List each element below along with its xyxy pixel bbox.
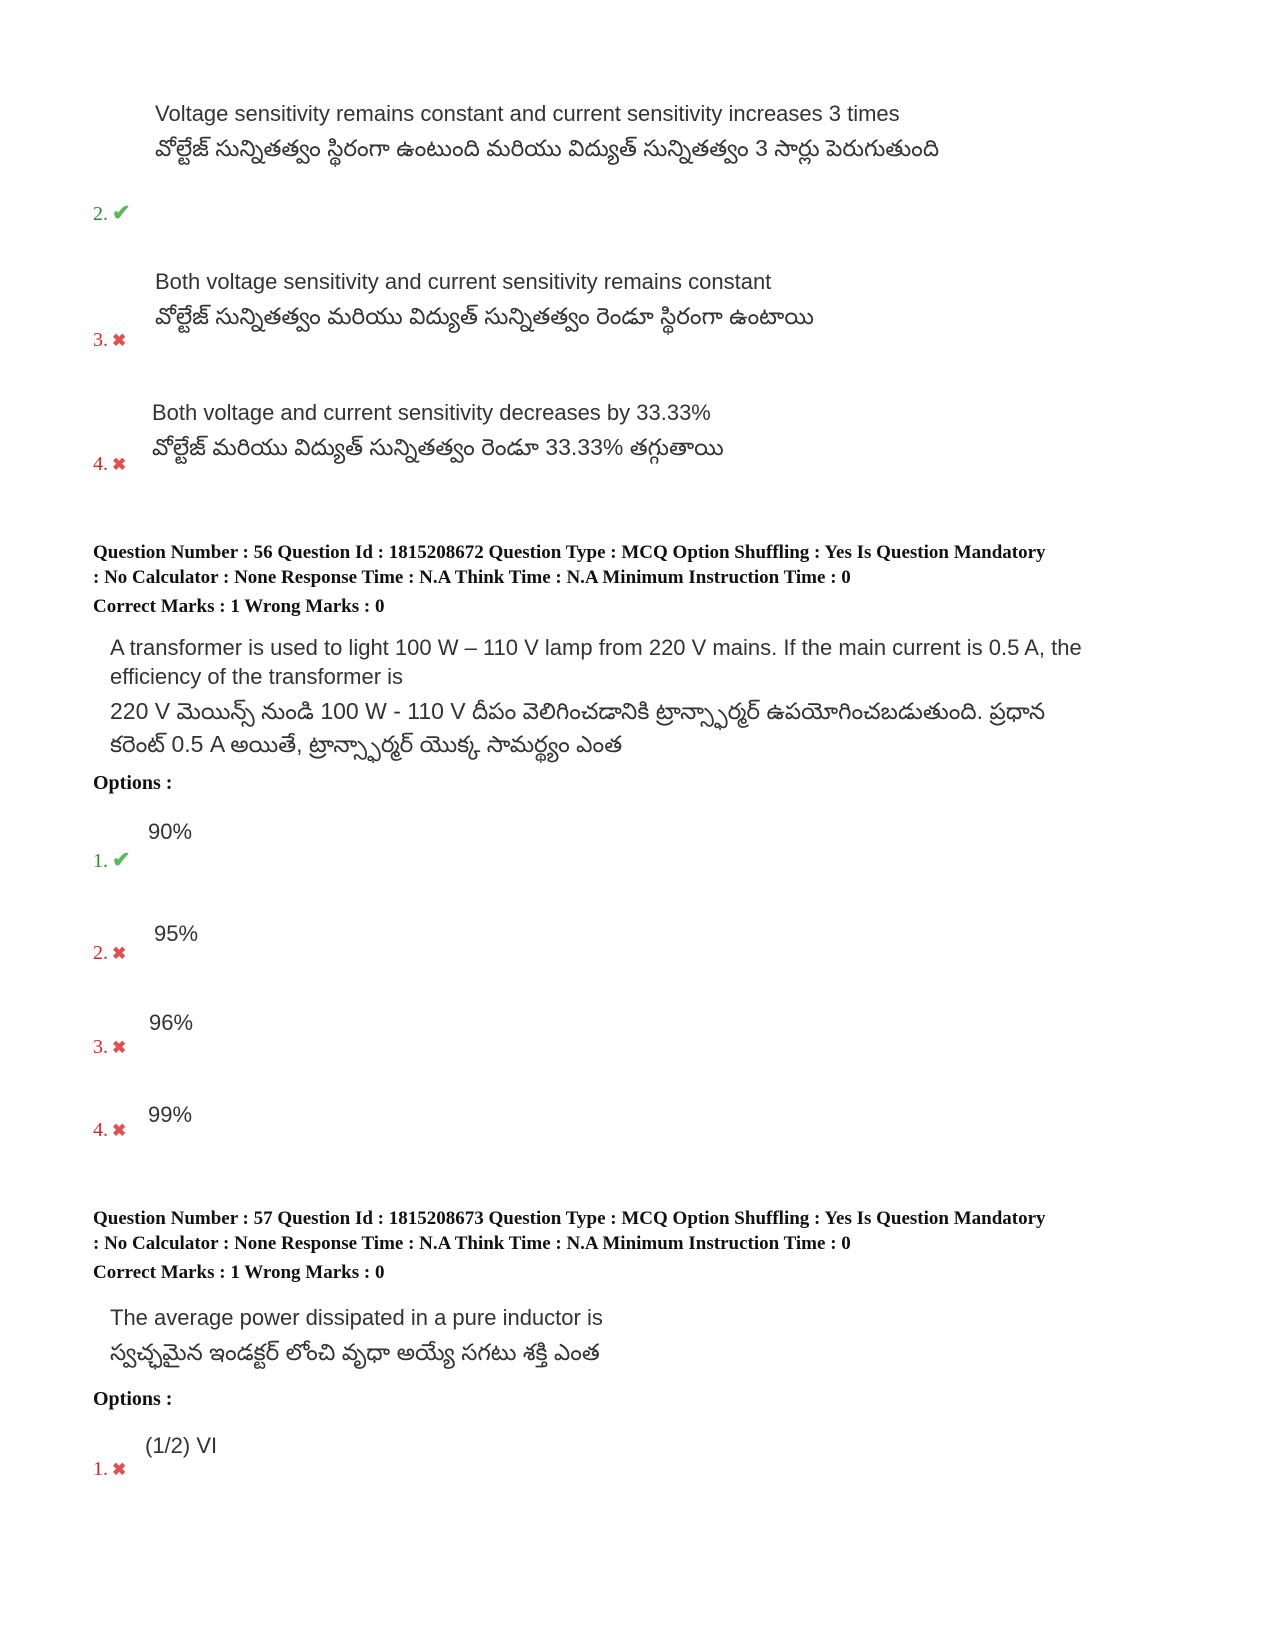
- meta-line-2: : No Calculator : None Response Time : N.A Think Time : N.A Minimum Instruction Time : 0: [93, 1233, 851, 1254]
- option-number: 1.: [93, 1458, 108, 1480]
- option-text-en: Both voltage and current sensitivity decreases by 33.33%: [152, 400, 711, 425]
- options-label: Options :: [93, 772, 173, 794]
- option-text-te: వోల్టేజ్ సున్నితత్వం మరియు విద్యుత్ సున్నితత్వం రెండూ స్థిరంగా ఉంటాయి: [155, 303, 814, 329]
- question-text-en: The average power dissipated in a pure inductor is: [110, 1305, 603, 1330]
- option-number: 4.: [93, 453, 108, 475]
- meta-line-1: Question Number : 57 Question Id : 1815208673 Question Type : MCQ Option Shuffling : Yes Is Question Mandatory: [93, 1208, 1046, 1229]
- option-text: 96%: [149, 1010, 194, 1035]
- option-text-te: వోల్టేజ్ మరియు విద్యుత్ సున్నితత్వం రెండూ 33.33% తగ్గుతాయి: [152, 434, 724, 460]
- wrong-cross-icon: ✖: [112, 1460, 127, 1479]
- option-text: 99%: [148, 1102, 193, 1127]
- question-text-en: A transformer is used to light 100 W – 110 V lamp from 220 V mains. If the main current is 0.5 A, the efficiency of the transformer is: [110, 635, 1082, 689]
- option-text-en: Voltage sensitivity remains constant and current sensitivity increases 3 times: [155, 101, 900, 126]
- question-text-te: స్వచ్ఛమైన ఇండక్టర్ లోంచి వృధా అయ్యే సగటు శక్తి ఎంత: [110, 1339, 600, 1365]
- option-number: 3.: [93, 329, 108, 351]
- wrong-cross-icon: ✖: [112, 455, 127, 474]
- option-text-en: Both voltage sensitivity and current sensitivity remains constant: [155, 269, 772, 294]
- option-number: 2.: [93, 942, 108, 964]
- option-number: 1.: [93, 850, 108, 872]
- option-number: 4.: [93, 1119, 108, 1141]
- option-text: 95%: [154, 921, 199, 946]
- question-56-meta: [93, 540, 1193, 619]
- correct-check-icon: ✔: [112, 200, 131, 225]
- option-number: 3.: [93, 1036, 108, 1058]
- correct-check-icon: ✔: [112, 847, 131, 872]
- question-57-text: [110, 1303, 1170, 1369]
- wrong-cross-icon: ✖: [112, 1038, 127, 1057]
- question-text-te: 220 V మెయిన్స్ నుండి 100 W - 110 V దీపం వెలిగించడానికి ట్రాన్స్ఫార్మర్ ఉపయోగించబడుతుంది. ప్రధాన కరెంట్ 0.5 A అయితే, ట్రాన్స్ఫార్మర్ యొక్క సామర్థ్యం ఎంత: [110, 698, 1046, 757]
- meta-line-2: : No Calculator : None Response Time : N.A Think Time : N.A Minimum Instruction Time : 0: [93, 567, 851, 588]
- wrong-cross-icon: ✖: [112, 331, 127, 350]
- wrong-cross-icon: ✖: [112, 1121, 127, 1140]
- option-text: 90%: [148, 819, 193, 844]
- meta-line-1: Question Number : 56 Question Id : 1815208672 Question Type : MCQ Option Shuffling : Yes Is Question Mandatory: [93, 542, 1046, 563]
- question-56-text: [110, 633, 1170, 761]
- marks-line: Correct Marks : 1 Wrong Marks : 0: [93, 1262, 385, 1283]
- marks-line: Correct Marks : 1 Wrong Marks : 0: [93, 596, 385, 617]
- option-text-te: వోల్టేజ్ సున్నితత్వం స్థిరంగా ఉంటుంది మరియు విద్యుత్ సున్నితత్వం 3 సార్లు పెరుగుతుంది: [155, 135, 940, 161]
- option-number: 2.: [93, 203, 108, 225]
- option-text: (1/2) VI: [145, 1433, 218, 1458]
- options-label: Options :: [93, 1388, 173, 1410]
- wrong-cross-icon: ✖: [112, 944, 127, 963]
- question-57-meta: [93, 1206, 1193, 1285]
